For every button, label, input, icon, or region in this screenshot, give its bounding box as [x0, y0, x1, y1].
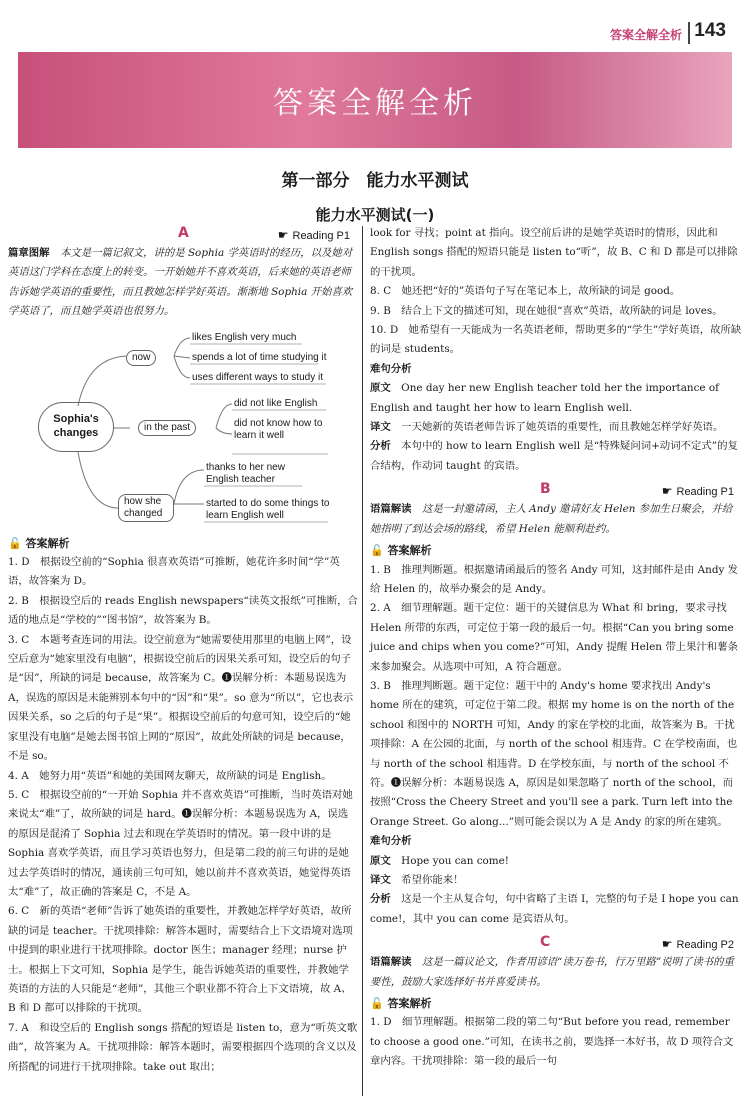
- answer-item: 2. A 细节理解题。题干定位：题干的关键信息为 What 和 bring，要求寻找 Helen 所带的东西，可定位于第一段的最后一句。根据“Can you bring some juice and chips when you come?”可知，Andy 提醒 Helen 带上果汁和薯条来参加聚会。从选项中可知，A 符合题意。: [370, 602, 738, 673]
- answer-item: 7. A 和设空后的 English songs 搭配的短语是 listen to，意为“听英文歌曲”，故答案为 A。干扰项排除：解答本题时，需要根据四个选项的含义以及所搭配的词进行干扰项排除。take out 取出；: [8, 1021, 358, 1073]
- reading-ref: [278, 226, 350, 246]
- past-item-2: did not know how to learn it well: [234, 417, 323, 441]
- answer-item: 1. D 根据设空前的“Sophia 很喜欢英语”可推断，她花许多时间“学”英语，故答案为 D。: [8, 556, 340, 588]
- header-label: 答案全解全析: [609, 28, 682, 42]
- original-text: Hope you can come!: [401, 854, 509, 867]
- original-sentence: [370, 379, 742, 418]
- difficult-sentence-heading: 难句分析: [370, 362, 412, 375]
- answer-item: 1. B 推理判断题。根据邀请函最后的签名 Andy 可知，这封邮件是由 Andy 发给 Helen 的，故举办聚会的是 Andy。: [370, 563, 739, 595]
- answer-item: 3. B 推理判断题。题干定位：题干中的 Andy's home 要求找出 Andy's home 所在的建筑，可定位于第二段。根据 my home is on the north of the school 和图中的 NORTH 可知，Andy 的家在学校的北面，故答案为 B。干扰项排除：A 在公园的北面，与 north of the school 相违背。C 在学校南面，也与 north of the school 相违背。D 在学校东面，与 north of the school 不符。❶误解分析：本题易误选 A，原因是如果忽略了 north of the school，而按照“Cross the Cheery Street and you'll see a park. Turn left into the Orange Street. Go along...”则可能会误以为 A 是 Andy 的家的所在建筑。: [370, 679, 738, 828]
- overview-label: 篇章图解: [8, 247, 50, 259]
- page-header: [0, 18, 750, 50]
- overview-paragraph: [370, 500, 742, 539]
- translation: [370, 418, 742, 437]
- title-banner: [18, 52, 732, 148]
- answer-item: 3. C 本题考查连词的用法。设空前意为“她需要使用那里的电脑上网”，设空后意为“她家里没有电脑”，根据设空前后的因果关系可知，设空后的句子是“因”，所缺的词是 because，故答案为 C。❶误解分析：本题易误选为 A，误选的原因是未能辨别本句中的“因”和“果”。so 意为“所以”，它也表示因果关系，so 之后的句子是“果”。根据设空前后的句意可知，设空后的“她家里没有电脑”是她去图书馆上网的“原因”，故此处所缺的词是 because，不是 so。: [8, 633, 354, 763]
- test-title: 能力水平测试(一): [315, 206, 435, 224]
- right-column: [370, 224, 742, 1072]
- original-label: 原文: [370, 382, 391, 395]
- overview-paragraph: [370, 953, 742, 992]
- answer-heading-text: 答案解析: [387, 997, 432, 1011]
- translation: [370, 871, 742, 890]
- original-sentence: [370, 852, 742, 871]
- node-now: now: [126, 350, 156, 366]
- overview-text: 这是一篇议论文，作者用谚语“读万卷书，行万里路”说明了读书的重要性，鼓励大家选择好书并喜爱读书。: [370, 956, 734, 988]
- analysis-text: 本句中的 how to learn English well 是“特殊疑问词+动词不定式”的复合结构，作动词 taught 的宾语。: [370, 440, 738, 472]
- page-number: 143: [694, 20, 726, 41]
- original-text: One day her new English teacher told her the importance of English and taught her how to learn English well.: [370, 382, 719, 414]
- overview-paragraph: [8, 244, 358, 322]
- answer-heading: [8, 534, 358, 553]
- reading-label: Reading P2: [676, 939, 734, 952]
- overview-text: 本文是一篇记叙文，讲的是 Sophia 学英语时的经历，以及她对英语这门学科在态度上的转变。一开始她并不喜欢英语，后来她的英语老师告诉她学英语的重要性，而且教她怎样学好英语。渐渐地 Sophia 开始喜欢学英语了，而且她学英语也很努力。: [8, 247, 353, 318]
- reading-label: Reading P1: [676, 486, 734, 499]
- now-item-2: spends a lot of time studying it: [192, 351, 327, 363]
- answer-continuation: look for 寻找；point at 指向。设空前后讲的是她学英语时的情形，因此和 English songs 搭配的短语只能是 listen to“听”，故 B、C 和 D 都是可以排除的干扰项。: [370, 227, 738, 278]
- answer-item: 9. B 结合上下文的描述可知，现在她很“喜欢”英语，故所缺的词是 loves。: [370, 304, 723, 317]
- node-in-the-past: in the past: [138, 420, 196, 436]
- answer-item: 6. C 新的英语“老师”告诉了她英语的重要性，并教她怎样学好英语，故所缺的词是 teacher。干扰项排除：解答本题时，需要结合上下文语境对选项中提到的职业进行干扰项排除。doctor 医生；manager 经理；nurse 护士。根据上下文可知，Sophia 是学生，能告诉她英语的重要性，并教她学英语的方法的人只能是“老师”，其他三个职业都不符合上下文语境，故 A、B 和 D 都可以排除的干扰项。: [8, 905, 353, 1015]
- answer-item: 4. A 她努力用“英语”和她的美国网友聊天，故所缺的词是 English。: [8, 769, 332, 782]
- section-letter: B: [540, 481, 551, 498]
- now-item-3: uses different ways to study it: [192, 371, 323, 383]
- how-item-1: thanks to her new English teacher: [206, 461, 285, 485]
- answer-item: 10. D 她希望有一天能成为一名英语老师，帮助更多的“学生”学好英语，故所缺的词是 students。: [370, 324, 742, 356]
- overview-label: 语篇解读: [370, 956, 412, 969]
- lock-icon: 🔓: [370, 544, 384, 558]
- translation-text: 一天她新的英语老师告诉了她英语的重要性，而且教她怎样学好英语。: [401, 421, 724, 434]
- pointing-hand-icon: ☛: [661, 937, 673, 952]
- overview-label: 语篇解读: [370, 503, 412, 516]
- translation-label: 译文: [370, 421, 391, 434]
- past-item-1: did not like English: [234, 397, 318, 409]
- analysis-text: 这是一个主从复合句，句中省略了主语 I，完整的句子是 I hope you can come!，其中 you can come 是宾语从句。: [370, 893, 739, 925]
- header-divider: [688, 22, 690, 44]
- section-b-header: [370, 480, 742, 500]
- overview-text: 这是一封邀请函，主人 Andy 邀请好友 Helen 参加生日聚会，并给她指明了到达会场的路线，希望 Helen 能顺利赴约。: [370, 503, 733, 535]
- answer-heading: [370, 994, 742, 1013]
- reading-label: Reading P1: [292, 230, 350, 242]
- mind-map-center: Sophia's changes: [38, 402, 114, 452]
- section-letter: C: [540, 934, 551, 951]
- analysis: [370, 890, 742, 929]
- pointing-hand-icon: ☛: [661, 484, 673, 499]
- difficult-sentence-heading: 难句分析: [370, 835, 412, 848]
- analysis-label: 分析: [370, 893, 391, 906]
- how-item-2: started to do some things to learn English well: [206, 497, 330, 521]
- now-item-1: likes English very much: [192, 331, 297, 343]
- translation-label: 译文: [370, 874, 391, 886]
- answer-heading-text: 答案解析: [387, 544, 432, 558]
- translation-text: 希望你能来！: [401, 874, 464, 886]
- answer-item: 5. C 根据设空前的“一开始 Sophia 并不喜欢英语”可推断，当时英语对她来说太“难”了，故所缺的词是 hard。❶误解分析：本题易误选为 A，误选的原因是混淆了 Sophia 过去和现在学英语时的情况。第一段中讲的是 Sophia 喜欢学英语，而且学习英语也努力，但是第二段的前三句讲的是她过去学英语时的情况，通读前三句可知，她以前并不喜欢英语，她觉得英语太“难”了，故正确的答案是 C，不是 A。: [8, 788, 353, 898]
- part-title: 第一部分 能力水平测试: [281, 171, 469, 191]
- left-column: [8, 224, 358, 1077]
- answer-item: 2. B 根据设空后的 reads English newspapers“读英文报纸”可推断，合适的地点是“学校的”“图书馆”，故答案为 B。: [8, 594, 358, 627]
- reading-ref: [662, 935, 734, 955]
- answer-heading: [370, 541, 742, 560]
- column-divider: [362, 226, 363, 1096]
- answer-item: 1. D 细节理解题。根据第二段的第二句“But before you read, remember to choose a good one.”可知，在读书之前，要选择一本好书，故 D 项符合文章内容。干扰项排除：第一段的最后一句: [370, 1016, 734, 1068]
- node-how-she-changed: how she changed: [118, 494, 174, 522]
- answer-heading-text: 答案解析: [25, 536, 70, 550]
- lock-icon: 🔓: [8, 536, 22, 550]
- answer-item: 8. C 她还把“好的”英语句子写在笔记本上，故所缺的词是 good。: [370, 285, 681, 298]
- mind-map: [8, 328, 358, 528]
- reading-ref: [662, 482, 734, 502]
- lock-icon: 🔓: [370, 997, 384, 1011]
- pointing-hand-icon: ☛: [277, 228, 289, 242]
- analysis: [370, 437, 742, 476]
- banner-title: 答案全解全析: [273, 86, 477, 121]
- original-label: 原文: [370, 854, 391, 867]
- section-letter: A: [178, 225, 189, 241]
- section-a-header: [8, 224, 358, 244]
- analysis-label: 分析: [370, 440, 391, 453]
- section-c-header: [370, 933, 742, 953]
